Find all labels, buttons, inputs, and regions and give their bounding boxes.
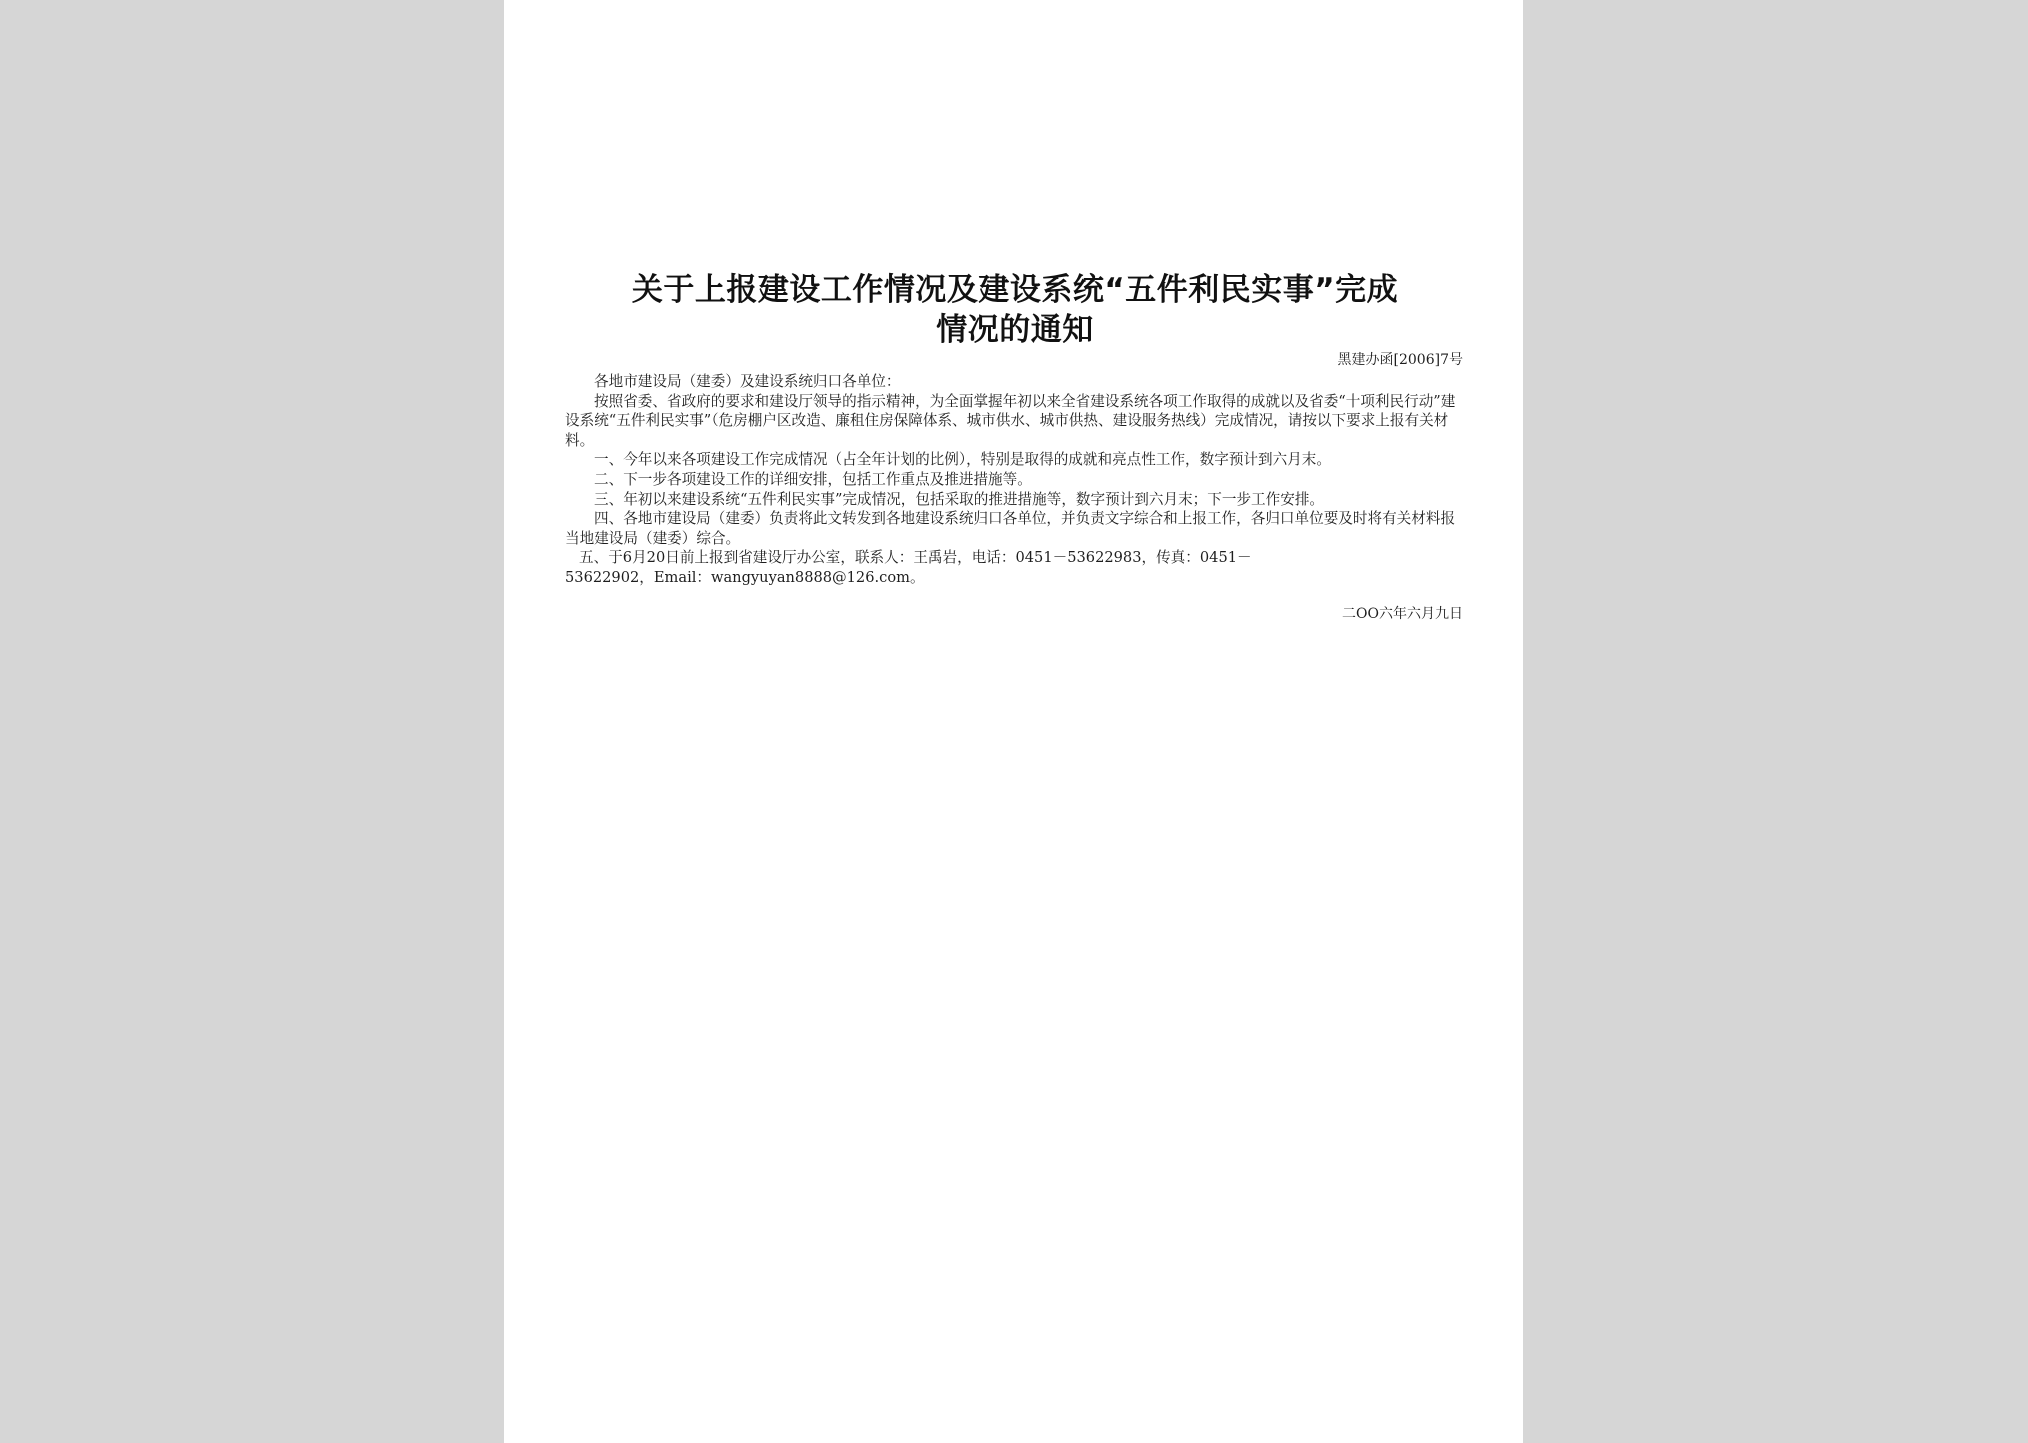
document-page: [504, 0, 1523, 1443]
item-1: 一、今年以来各项建设工作完成情况（占全年计划的比例），特别是取得的成就和亮点性工作，数字预计到六月末。: [594, 451, 1331, 469]
document-number: 黑建办函[2006]7号: [1337, 352, 1463, 368]
item-2: 二、下一步各项建设工作的详细安排，包括工作重点及推进措施等。: [594, 470, 1032, 488]
item-4: 四、各地市建设局（建委）负责将此文转发到各地建设系统归口各单位，并负责文字综合和上报工作，各归口单位要及时将有关材料报当地建设局（建委）综合。: [565, 510, 1456, 547]
title-line-2: 情况的通知: [936, 312, 1094, 348]
item-5-line-2: 53622902，Email：wangyuyan8888@126.com。: [565, 568, 925, 586]
document-date: 二OO六年六月九日: [1342, 605, 1463, 622]
intro-paragraph: 按照省委、省政府的要求和建设厅领导的指示精神，为全面掌握年初以来全省建设系统各项工作取得的成就以及省委“十项利民行动”建设系统“五件利民实事”（危房棚户区改造、廉租住房保障体系、城市供水、城市供热、建设服务热线）完成情况，请按以下要求上报有关材料。: [565, 392, 1456, 449]
item-3: 三、年初以来建设系统“五件利民实事”完成情况，包括采取的推进措施等，数字预计到六月末；下一步工作安排。: [594, 490, 1325, 508]
document-title: [565, 270, 1465, 350]
item-5-line-1: 五、于6月20日前上报到省建设厅办公室，联系人：王禹岩，电话：0451－53622983，传真：0451－: [579, 549, 1252, 567]
document-body: [565, 372, 1465, 588]
title-line-1: 关于上报建设工作情况及建设系统“五件利民实事”完成: [631, 272, 1399, 308]
salutation: 各地市建设局（建委）及建设系统归口各单位：: [594, 373, 901, 390]
document-content: [565, 270, 1465, 624]
